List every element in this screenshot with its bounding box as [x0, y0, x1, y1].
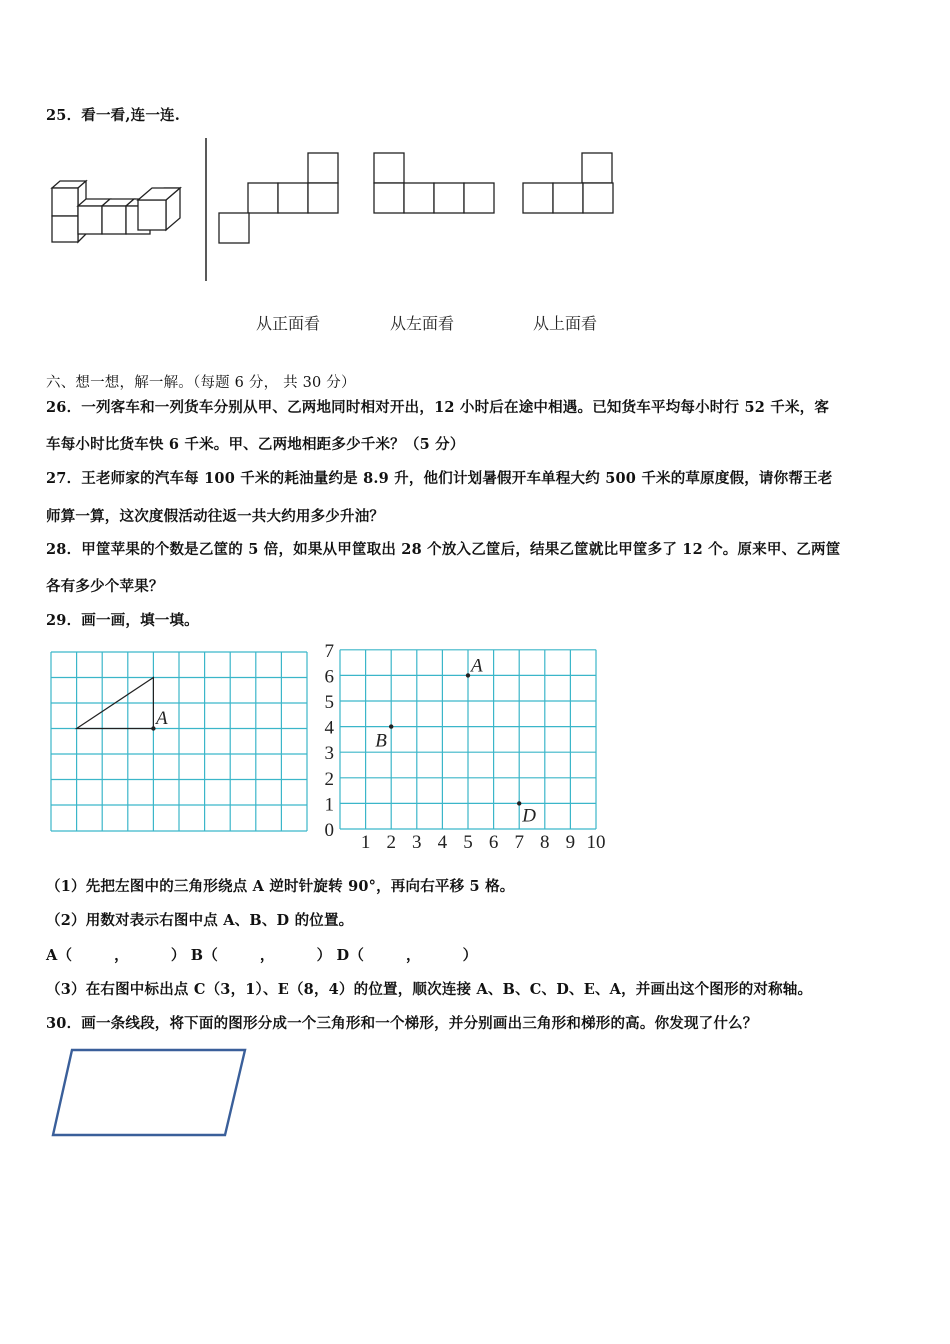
view-label-front: 从正面看	[256, 314, 321, 333]
x-tick-label: 5	[463, 832, 473, 853]
y-tick-label: 3	[324, 743, 334, 765]
section6-heading: 六、想一想，解一解。（每题 6 分， 共 30 分）	[46, 375, 356, 391]
x-tick-label: 3	[412, 832, 422, 853]
q29-sub3: （3）在右图中标出点 C（3，1）、E（8，4）的位置，顺次连接 A、B、C、D、E、A，并画出这个图形的对称轴。	[46, 981, 813, 998]
y-tick-label: 5	[324, 692, 334, 713]
x-tick-label: 7	[514, 832, 524, 853]
y-tick-label: 7	[324, 640, 334, 662]
view-shape-3	[522, 152, 614, 214]
y-tick-label: 1	[324, 794, 334, 816]
q27-line1: 27．王老师家的汽车每 100 千米的耗油量约是 8.9 升，他们计划暑假开车单程大约 500 千米的草原度假，请你帮王老	[46, 470, 833, 487]
view-shape-1	[218, 152, 340, 244]
q29-sub1: （1）先把左图中的三角形绕点 A 逆时针旋转 90°，再向右平移 5 格。	[46, 878, 515, 895]
left-point-label-a: A	[156, 708, 168, 729]
parallelogram-figure	[50, 1047, 250, 1139]
q29-title: 29．画一画，填一填。	[46, 612, 199, 629]
point-b	[389, 724, 393, 728]
y-tick-label: 6	[324, 666, 334, 688]
point-label-d: D	[522, 805, 536, 827]
divider-line	[204, 138, 208, 283]
view-label-left: 从左面看	[390, 314, 455, 333]
y-tick-label: 0	[324, 820, 334, 841]
q28-line2: 各有多少个苹果？	[46, 578, 164, 595]
view-shape-2	[373, 152, 495, 214]
q30-title: 30．画一条线段，将下面的图形分成一个三角形和一个梯形，并分别画出三角形和梯形的高。你发现了什么？	[46, 1015, 758, 1032]
point-label-b: B	[375, 730, 387, 752]
x-tick-label: 1	[360, 832, 371, 853]
q25-title: 25．看一看,连一连.	[46, 107, 180, 124]
q26-line2: 车每小时比货车快 6 千米。甲、乙两地相距多少千米？（5 分）	[46, 436, 465, 453]
q26-line1: 26．一列客车和一列货车分别从甲、乙两地同时相对开出，12 小时后在途中相遇。已知货车平均每小时行 52 千米，客	[46, 399, 830, 416]
point-a	[466, 673, 470, 677]
x-tick-label: 10	[586, 832, 606, 853]
y-tick-label: 2	[324, 768, 334, 790]
q29-answer-line: A（ ， ） B（ ， ） D（ ， ）	[46, 947, 478, 964]
cube-stack-figure	[46, 178, 186, 248]
view-label-top: 从上面看	[533, 314, 598, 333]
x-tick-label: 6	[488, 832, 499, 853]
x-tick-label: 9	[565, 832, 576, 853]
x-tick-label: 4	[437, 832, 448, 853]
left-grid-figure	[50, 651, 310, 835]
q29-sub2: （2）用数对表示右图中点 A、B、D 的位置。	[46, 912, 354, 929]
y-tick-label: 4	[324, 717, 334, 739]
x-tick-label: 2	[386, 832, 396, 853]
point-d	[517, 801, 521, 805]
point-label-a: A	[471, 655, 483, 677]
x-tick-label: 8	[540, 832, 550, 853]
coordinate-grid	[318, 636, 618, 858]
q27-line2: 师算一算，这次度假活动往返一共大约用多少升油？	[46, 508, 385, 525]
q28-line1: 28．甲筐苹果的个数是乙筐的 5 倍，如果从甲筐取出 28 个放入乙筐后，结果乙筐就比甲筐多了 12 个。原来甲、乙两筐	[46, 541, 841, 558]
